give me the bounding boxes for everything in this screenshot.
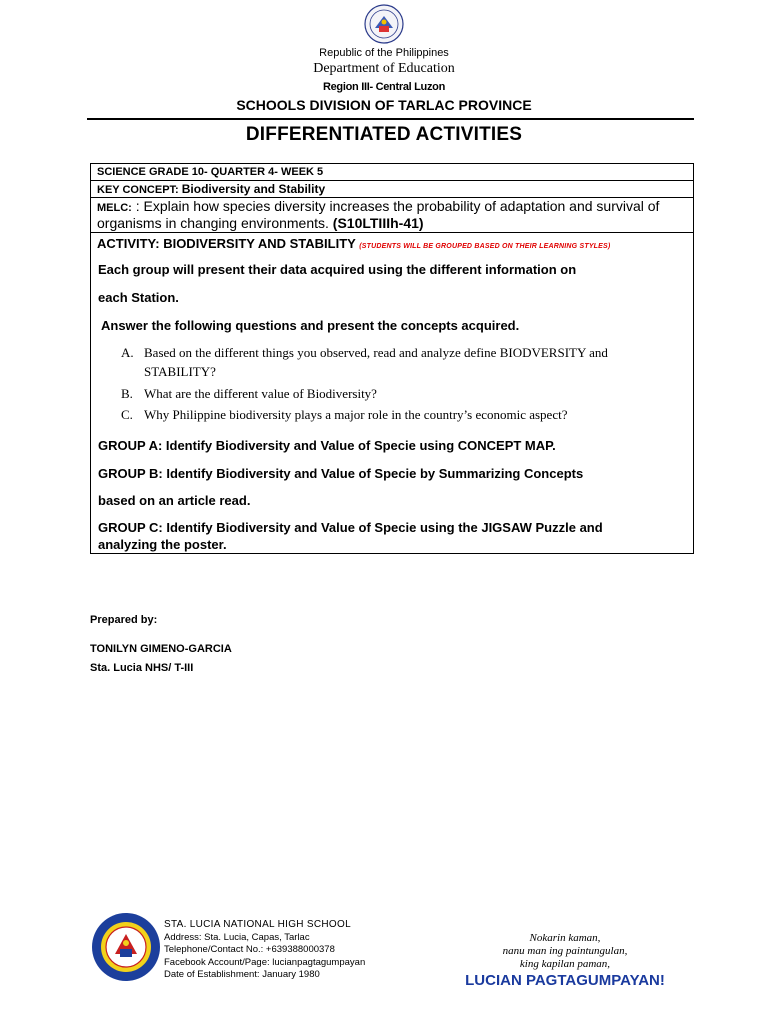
melc-label: MELC: [97,202,132,214]
prepared-name: TONILYN GIMENO-GARCIA [90,643,232,655]
prepared-label: Prepared by: [90,614,158,626]
school-telephone: Telephone/Contact No.: +639388000378 [164,944,335,955]
prepared-position: Sta. Lucia NHS/ T-III [90,662,194,674]
question-c-line-1: Why Philippine biodiversity plays a major role in the country’s economic aspect? [144,407,568,422]
motto-line-3: king kapilan paman, [519,958,611,970]
intro-line-2: each Station. [98,290,179,305]
school-established: Date of Establishment: January 1980 [164,969,320,980]
question-b-line-1: What are the different value of Biodiversity? [144,386,377,401]
subject-row [91,164,693,181]
group-b-line-1: GROUP B: Identify Biodiversity and Value of Specie by Summarizing Concepts [98,466,584,481]
page-title: DIFFERENTIATED ACTIVITIES [245,124,523,145]
activity-table [90,163,694,554]
question-a-letter: A. [121,345,134,360]
intro-line-1: Each group will present their data acquired using the different information on [98,262,577,277]
melc-row [91,198,693,233]
deped-seal-icon [364,4,404,44]
region-line: Region III- Central Luzon [322,81,446,93]
header-divider [87,118,694,120]
melc-text: : Explain how species diversity increases the probability of adaptation and survival of organisms in changing environments. [97,198,660,231]
republic-line: Republic of the Philippines [319,47,449,59]
question-b-letter: B. [121,386,133,401]
question-a-line-1: Based on the different things you observed, read and analyze define BIODVERSITY and [144,345,608,360]
activity-body [91,235,693,552]
subject-text: SCIENCE GRADE 10- QUARTER 4- WEEK 5 [97,166,324,178]
school-logo-icon [91,912,161,982]
department-line: Department of Education [313,61,455,76]
key-concept-value: Biodiversity and Stability [181,182,326,196]
activity-note: (STUDENTS WILL BE GROUPED BASED ON THEIR LEARNING STYLES) [359,243,611,250]
division-line: SCHOOLS DIVISION OF TARLAC PROVINCE [236,97,532,113]
school-name: STA. LUCIA NATIONAL HIGH SCHOOL [164,919,351,930]
school-facebook: Facebook Account/Page: lucianpagtagumpayan [164,957,366,968]
motto-line-1: Nokarin kaman, [529,932,601,944]
group-b-line-2: based on an article read. [98,493,251,508]
activity-title-text: ACTIVITY: BIODIVERSITY AND STABILITY [97,236,356,251]
melc-code: (S10LTIIIh-41) [332,215,424,231]
answer-instruction: Answer the following questions and present the concepts acquired. [101,318,520,333]
key-concept-label: KEY CONCEPT: [97,184,179,196]
group-c-line-2: analyzing the poster. [98,537,227,552]
question-c-letter: C. [121,407,133,422]
motto-line-2: nanu man ing paintungulan, [502,945,628,957]
school-address: Address: Sta. Lucia, Capas, Tarlac [164,932,310,943]
activity-title [97,235,687,255]
question-a-line-2: STABILITY? [144,364,216,379]
group-a: GROUP A: Identify Biodiversity and Value of Specie using CONCEPT MAP. [98,438,556,453]
key-concept-row [91,181,693,198]
group-c-line-1: GROUP C: Identify Biodiversity and Value of Specie using the JIGSAW Puzzle and [98,520,603,535]
school-slogan: LUCIAN PAGTAGUMPAYAN! [465,972,665,989]
